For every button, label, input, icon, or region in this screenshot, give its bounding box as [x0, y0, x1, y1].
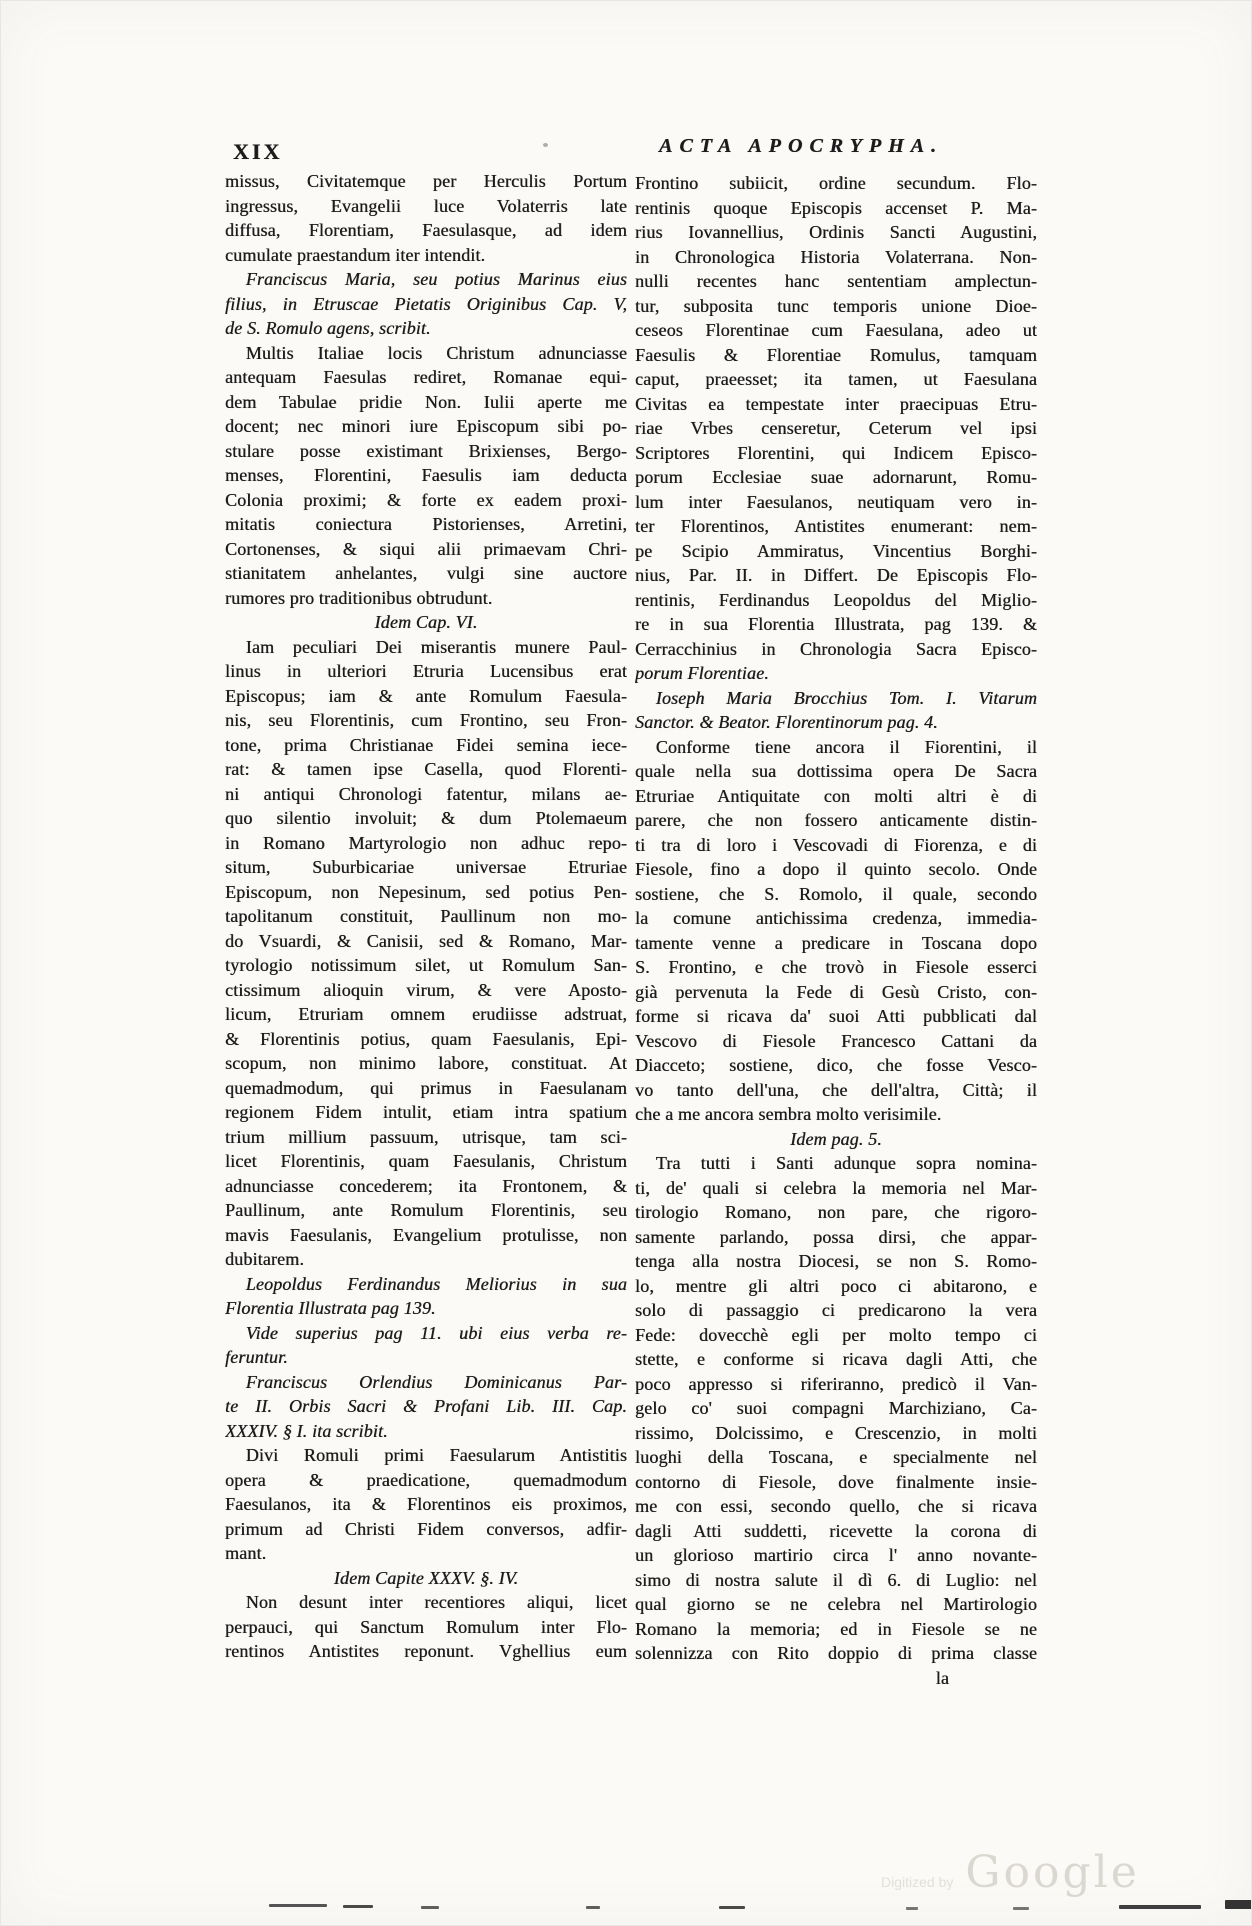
- text-line: Fede: dovecchè egli per molto tempo ci: [635, 1324, 1037, 1345]
- scan-artifact: [421, 1906, 439, 1909]
- text-line: Florentia Illustrata pag 139.: [225, 1298, 436, 1318]
- text-line: licet Florentinis, quam Faesulanis, Christum: [225, 1151, 627, 1171]
- text-line: quale nella sua dottissima opera De Sacra: [635, 761, 1037, 781]
- text-line: lum inter Faesulanos, neutiquam vero in-: [635, 491, 1037, 512]
- text-line: poco appresso si riferiranno, predicò il Van-: [635, 1373, 1037, 1394]
- text-line: la: [935, 1667, 949, 1688]
- text-line: Faesulis & Florentiae Romulus, tamquam: [635, 344, 1037, 365]
- scan-artifact: [1013, 1907, 1029, 1910]
- text-line: primum ad Christi Fidem conversos, adfir-: [225, 1518, 627, 1539]
- text-line: feruntur.: [225, 1347, 288, 1367]
- text-line: me con essi, secondo quello, che si ricava: [635, 1496, 1037, 1516]
- left-column: [225, 169, 627, 1664]
- text-line: S. Frontino, e che trovò in Fiesole esserci: [635, 957, 1037, 977]
- text-line: Etruriae Antiquitate con molti altri è di: [635, 785, 1037, 806]
- text-line: che a me ancora sembra molto verisimile.: [635, 1104, 942, 1124]
- page-number: XIX: [233, 139, 283, 164]
- text-line: contorno di Fiesole, dove finalmente insie-: [635, 1471, 1037, 1492]
- text-line: quo silentio involuit; & dum Ptolemaeum: [225, 808, 627, 828]
- scan-artifact: [906, 1907, 918, 1910]
- text-line: Frontino subiicit, ordine secundum. Flo-: [635, 173, 1037, 193]
- text-line: trium millium passuum, utrisque, tam sci-: [225, 1126, 627, 1147]
- running-title: ACTA APOCRYPHA.: [659, 135, 943, 157]
- text-line: de S. Romulo agens, scribit.: [225, 318, 431, 338]
- text-line: vo tanto dell'una, che dell'altra, Città; il: [635, 1079, 1037, 1100]
- text-line: Iam peculiari Dei miserantis munere Paul-: [245, 636, 627, 657]
- text-line: la comune antichissima credenza, immedia-: [635, 908, 1037, 928]
- text-line: Franciscus Maria, seu potius Marinus eius: [245, 269, 627, 289]
- scan-artifact: [839, 177, 843, 180]
- text-line: & Florentinis potius, quam Faesulanis, Epi-: [225, 1028, 627, 1049]
- right-column: [635, 171, 1037, 1690]
- text-line: rentinis quoque Episcopis accenset P. Ma-: [635, 197, 1037, 218]
- text-line: tenga alla nostra Diocesi, se non S. Romo-: [635, 1251, 1037, 1271]
- text-line: Multis Italiae locis Christum adnunciasse: [245, 342, 627, 363]
- text-line: rat: & tamen ipse Casella, quod Florenti-: [225, 759, 627, 779]
- text-line: samente parlando, possa dirsi, che appar-: [635, 1226, 1037, 1247]
- text-line: tapolitanum constituit, Paullinum non mo-: [225, 906, 627, 926]
- text-line: rissimo, Dolcissimo, e Crescenzio, in molti: [635, 1422, 1037, 1443]
- text-line: antequam Faesulas rediret, Romanae equi-: [225, 367, 627, 387]
- text-line: mant.: [225, 1543, 267, 1563]
- text-line: ni antiqui Chronologi fatentur, milans ae-: [225, 783, 627, 804]
- text-line: adnunciasse concederem; ita Frontonem, &: [225, 1175, 627, 1196]
- text-line: linus in ulteriori Etruria Lucensibus erat: [225, 661, 627, 681]
- text-line: cumulate praestandum iter intendit.: [225, 244, 486, 265]
- text-line: ingressus, Evangelii luce Volaterris late: [225, 195, 627, 216]
- text-line: Fiesole, fino a dopo il quinto secolo. Onde: [635, 859, 1037, 879]
- text-line: diffusa, Florentiam, Faesulasque, ad idem: [225, 220, 627, 240]
- text-line: ti, de' quali si celebra la memoria nel Mar-: [635, 1177, 1037, 1198]
- text-line: pe Scipio Ammiratus, Vincentius Borghi-: [635, 540, 1037, 561]
- text-line: porum Florentiae.: [635, 663, 769, 683]
- text-line: luoghi della Toscana, e specialmente nel: [635, 1447, 1037, 1467]
- text-line: ctissimum alioquin virum, & vere Aposto-: [225, 979, 627, 1000]
- text-line: Ioseph Maria Brocchius Tom. I. Vitarum: [655, 687, 1037, 708]
- text-line: un glorioso martirio circa l' anno novante-: [635, 1545, 1037, 1565]
- text-line: rius Iovannellius, Ordinis Sancti Augustini,: [635, 222, 1037, 242]
- text-line: Leopoldus Ferdinandus Meliorius in sua: [245, 1273, 627, 1294]
- text-line: stianitatem anhelantes, vulgi sine auctore: [225, 563, 627, 583]
- text-line: nius, Par. II. in Differt. De Episcopis Flo-: [635, 565, 1037, 585]
- text-line: missus, Civitatemque per Herculis Portum: [225, 171, 627, 191]
- text-line: XXXIV. § I. ita scribit.: [225, 1420, 388, 1441]
- text-line: quemadmodum, qui primus in Faesulanam: [225, 1077, 627, 1098]
- text-line: caput, praeesset; ita tamen, ut Faesulana: [635, 369, 1037, 389]
- text-line: Faesulanos, ita & Florentinos eis proximos,: [225, 1494, 627, 1514]
- scan-artifact: [1225, 1900, 1252, 1909]
- text-line: opera & praedicatione, quemadmodum: [225, 1469, 627, 1490]
- text-line: porum Ecclesiae suae adornarunt, Romu-: [635, 467, 1037, 487]
- text-line: Romano la memoria; ed in Fiesole se ne: [635, 1618, 1037, 1639]
- text-line: regionem Fidem intulit, etiam intra spatium: [225, 1102, 627, 1122]
- text-line: nis, seu Florentinis, cum Frontino, seu Fron-: [225, 710, 627, 730]
- text-line: tamente venne a predicare in Toscana dopo: [635, 932, 1037, 953]
- text-line: filius, in Etruscae Pietatis Originibus Cap. V,: [225, 293, 627, 314]
- scan-artifact: [719, 1906, 745, 1909]
- text-line: Scriptores Florentini, qui Indicem Episco-: [635, 442, 1037, 463]
- text-line: Sanctor. & Beator. Florentinorum pag. 4.: [635, 712, 938, 732]
- text-line: Tra tutti i Santi adunque sopra nomina-: [655, 1153, 1037, 1173]
- text-line: gelo co' suoi compagni Marchiziano, Ca-: [635, 1398, 1037, 1418]
- text-line: dem Tabulae pridie Non. Iulii aperte me: [225, 391, 627, 412]
- text-line: tone, prima Christianae Fidei semina iece-: [225, 734, 627, 755]
- text-line: nulli recentes hanc sententiam amplectun-: [635, 271, 1037, 291]
- text-line: Conforme tiene ancora il Fiorentini, il: [655, 736, 1037, 757]
- text-line: te II. Orbis Sacri & Profani Lib. III. Cap.: [225, 1396, 627, 1416]
- scan-artifact: [586, 1906, 600, 1909]
- text-line: tyrologio notissimum silet, ut Romulum San-: [225, 955, 627, 975]
- text-line: Idem pag. 5.: [790, 1128, 882, 1149]
- text-line: re in sua Florentia Illustrata, pag 139. &: [635, 614, 1037, 634]
- text-line: parere, che non fossero anticamente distin-: [635, 810, 1037, 830]
- text-line: in Romano Martyrologio non adhuc repo-: [225, 832, 627, 853]
- text-line: ceseos Florentinae cum Faesulana, adeo ut: [635, 320, 1037, 340]
- text-line: solennizza con Rito doppio di prima classe: [635, 1643, 1037, 1663]
- text-line: Civitas ea tempestate inter praecipuas Etru-: [635, 393, 1037, 414]
- text-line: in Chronologica Historia Volaterrana. Non-: [635, 246, 1037, 267]
- text-line: stulare posse existimant Brixienses, Bergo-: [225, 440, 627, 461]
- text-line: rentinis, Ferdinandus Leopoldus del Miglio-: [635, 589, 1037, 610]
- text-line: Vescovo di Fiesole Francesco Cattani da: [635, 1030, 1037, 1051]
- text-line: menses, Florentini, Faesulis iam deducta: [225, 465, 627, 485]
- text-line: Paullinum, ante Romulum Florentinis, seu: [225, 1200, 627, 1220]
- text-line: rentinos Antistites reponunt. Vghellius eum: [225, 1641, 627, 1661]
- text-line: Idem Cap. VI.: [374, 612, 478, 632]
- text-line: Vide superius pag 11. ubi eius verba re-: [245, 1322, 627, 1343]
- scan-artifact: [1119, 1905, 1201, 1909]
- text-line: Cerracchinius in Chronologia Sacra Episco-: [635, 638, 1037, 659]
- scan-artifact: [269, 1904, 327, 1907]
- scan-artifact: [543, 143, 548, 147]
- text-line: solo di passaggio ci predicarono la vera: [635, 1300, 1037, 1320]
- text-line: forme si ricava da' suoi Atti pubblicati dal: [635, 1006, 1037, 1026]
- text-line: perpauci, qui Sanctum Romulum inter Flo-: [225, 1616, 627, 1637]
- text-line: già pervenuta la Fede di Gesù Cristo, con-: [635, 981, 1037, 1002]
- text-line: situm, Suburbicariae universae Etruriae: [225, 857, 627, 877]
- text-line: Colonia proximi; & forte ex eadem proxi-: [225, 489, 627, 510]
- text-line: Non desunt inter recentiores aliqui, licet: [245, 1592, 627, 1612]
- google-watermark: [881, 1847, 1140, 1898]
- scan-artifact: [343, 1905, 373, 1908]
- text-line: Episcopus; iam & ante Romulum Faesula-: [225, 685, 627, 706]
- text-line: ter Florentinos, Antistites enumerant: nem-: [635, 516, 1037, 536]
- text-line: docent; nec minori iure Episcopum sibi po-: [225, 416, 627, 436]
- text-line: scopum, non minimo labore, constituat. At: [225, 1053, 627, 1073]
- text-line: dubitarem.: [225, 1249, 304, 1269]
- text-line: sostiene, che S. Romolo, il quale, secondo: [635, 883, 1037, 904]
- text-line: do Vsuardi, & Canisii, sed & Romano, Mar-: [225, 930, 627, 951]
- google-logo: Google: [965, 1847, 1140, 1898]
- text-line: Cortonenses, & siqui alii primaevam Chri-: [225, 538, 627, 559]
- text-line: mavis Faesulanis, Evangelium protulisse, non: [225, 1224, 627, 1245]
- text-line: stette, e conforme si ricava dagli Atti, che: [635, 1349, 1037, 1369]
- text-line: Idem Capite XXXV. §. IV.: [333, 1567, 519, 1588]
- text-line: Franciscus Orlendius Dominicanus Par-: [245, 1371, 627, 1392]
- text-line: riae Vrbes censeretur, Ceterum vel ipsi: [635, 418, 1037, 438]
- text-line: lo, mentre gli altri poco ci abitarono, e: [635, 1275, 1037, 1296]
- text-line: ti tra di loro i Vescovadi di Fiorenza, e di: [635, 834, 1037, 855]
- text-line: simo di nostra salute il dì 6. di Luglio: nel: [635, 1569, 1037, 1590]
- text-line: Divi Romuli primi Faesularum Antistitis: [245, 1445, 627, 1465]
- text-line: tur, subposita tunc temporis unione Dioe-: [635, 295, 1037, 316]
- text-line: licum, Etruriam omnem erudiisse adstruat,: [225, 1004, 627, 1024]
- text-line: rumores pro traditionibus obtrudunt.: [225, 587, 493, 608]
- text-line: tirologio Romano, non pare, che rigoro-: [635, 1202, 1037, 1222]
- text-line: Episcopum, non Nepesinum, sed potius Pen-: [225, 881, 627, 902]
- watermark-prefix: Digitized by: [881, 1874, 954, 1890]
- text-line: dagli Atti suddetti, ricevette la corona di: [635, 1520, 1037, 1541]
- text-line: Diacceto; sostiene, dico, che fosse Vesco-: [635, 1055, 1037, 1075]
- text-line: mitatis coniectura Pistorienses, Arretini,: [225, 514, 627, 534]
- text-line: qual giorno se ne celebra nel Martirologio: [635, 1594, 1037, 1614]
